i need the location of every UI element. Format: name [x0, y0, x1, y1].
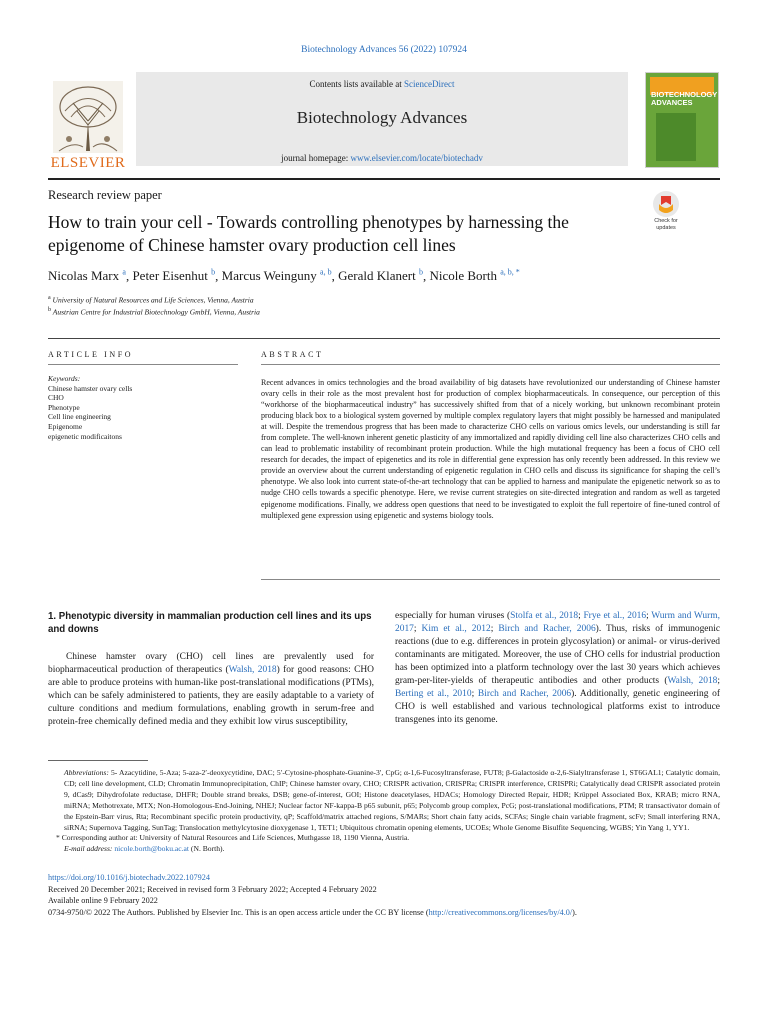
- journal-reference[interactable]: [0, 45, 768, 55]
- body-text: Chinese hamster ovary (CHO) cell lines are prevalently used for biopharmaceutical production of therapeutics (: [48, 652, 374, 676]
- citation-separator: ;: [646, 611, 652, 621]
- email-link[interactable]: nicole.borth@boku.ac.at: [114, 844, 190, 854]
- homepage-prefix: journal homepage:: [281, 153, 351, 163]
- citation-separator: ;: [717, 676, 721, 687]
- body-column-left: [48, 651, 374, 729]
- affiliation-text: Austrian Centre for Industrial Biotechnology GmbH, Vienna, Austria: [52, 307, 260, 317]
- author[interactable]: [338, 268, 423, 283]
- citation-separator: ;: [471, 689, 478, 700]
- author[interactable]: [429, 268, 519, 283]
- author-separator: ,: [331, 268, 339, 284]
- email-label: E-mail address:: [64, 844, 115, 854]
- citation-separator: ;: [490, 624, 499, 635]
- check-for-updates-label: Check for updates: [654, 218, 678, 231]
- received-dates: Received 20 December 2021; Received in revised form 3 February 2022; Accepted 4 February 2022: [48, 884, 377, 894]
- doi-link[interactable]: https://doi.org/10.1016/j.biotechadv.2022.107924: [48, 873, 210, 882]
- sciencedirect-link[interactable]: ScienceDirect: [404, 79, 455, 89]
- journal-title: Biotechnology Advances: [296, 108, 468, 127]
- author-name[interactable]: Gerald Klanert: [338, 268, 416, 284]
- body-text: especially for human viruses (: [395, 611, 511, 621]
- paper-type: Research review paper: [48, 188, 162, 202]
- homepage-line: [136, 153, 628, 163]
- footnote-rule: [48, 760, 148, 761]
- check-for-updates-badge[interactable]: [648, 190, 684, 231]
- citation-link[interactable]: Wurm and Wurm, 2017: [395, 611, 720, 635]
- citation-link[interactable]: Walsh, 2018: [667, 676, 718, 687]
- citation-link[interactable]: Berting et al., 2010: [395, 689, 472, 700]
- footnotes: [48, 768, 720, 855]
- author[interactable]: [222, 268, 332, 283]
- elsevier-logo: [48, 72, 128, 172]
- citation-link[interactable]: Kim et al., 2012: [421, 624, 491, 635]
- body-column-right: [395, 610, 720, 727]
- article-info-rule: [48, 364, 238, 365]
- author-name[interactable]: Nicole Borth: [429, 268, 497, 284]
- keyword: Chinese hamster ovary cells: [48, 383, 133, 393]
- author-affil-mark[interactable]: a, b, *: [500, 268, 520, 277]
- author-affil-mark[interactable]: b: [211, 268, 216, 277]
- citation-separator: ;: [578, 611, 584, 621]
- license-line: [48, 907, 728, 919]
- keywords-label: Keywords:: [48, 374, 81, 383]
- cover-title: BIOTECHNOLOGY ADVANCES: [651, 90, 718, 107]
- keyword: CHO: [48, 393, 64, 403]
- author-name[interactable]: Marcus Weinguny: [221, 268, 317, 284]
- author-name[interactable]: Peter Eisenhut: [132, 268, 208, 284]
- article-info-heading: ARTICLE INFO: [48, 350, 134, 359]
- email-suffix: (N. Borth).: [189, 844, 225, 854]
- citation-link[interactable]: Birch and Racher, 2006: [477, 689, 572, 700]
- cover-image: [656, 113, 696, 161]
- homepage-link[interactable]: www.elsevier.com/locate/biotechadv: [350, 153, 483, 163]
- author-affil-mark[interactable]: b: [418, 268, 423, 277]
- contents-prefix: Contents lists available at: [309, 79, 404, 89]
- affiliation-mark: b: [48, 307, 51, 313]
- keywords-block: [48, 374, 208, 441]
- citation-link[interactable]: Birch and Racher, 2006: [498, 624, 596, 635]
- license-link[interactable]: http://creativecommons.org/licenses/by/4.0/: [428, 907, 573, 917]
- citation-link[interactable]: Walsh, 2018: [228, 665, 277, 676]
- keyword: Phenotype: [48, 402, 80, 412]
- divider: [48, 338, 720, 339]
- journal-cover-thumbnail[interactable]: [645, 72, 719, 168]
- affiliation-a: [48, 295, 254, 305]
- abstract-heading: ABSTRACT: [261, 350, 324, 359]
- citation-link[interactable]: Stolfa et al., 2018: [510, 611, 579, 621]
- section-heading: 1. Phenotypic diversity in mammalian production cell lines and its ups and downs: [48, 611, 372, 635]
- elsevier-tree-icon: [53, 81, 123, 153]
- citation-separator: ;: [413, 624, 422, 635]
- masthead-banner: [136, 72, 628, 166]
- affiliation-b: [48, 307, 260, 317]
- affiliation-mark: a: [48, 295, 51, 301]
- abbreviations-label: Abbreviations:: [64, 768, 109, 777]
- article-title: How to train your cell - Towards controlling phenotypes by harnessing the epigenome of Chinese hamster ovary production cell lines: [48, 212, 569, 255]
- author-separator: ,: [422, 268, 430, 284]
- contents-line: [136, 79, 628, 89]
- body-text: ) for good reasons: CHO are able to produce proteins with human-like post-translational modifications (PTMs), which can be safely administered to patients, they are easily adaptable to a variety of culture conditions and medium formulations, enabling growth in serum-free and protein-free chemically defined media and they exhibit low virus susceptibility,: [48, 665, 374, 728]
- body-text: ). Thus, risks of immunogenic reactions (due to e.g. differences in protein glycosylation) or animal- or virus-derived contaminants are mitigated. Moreover, the use of CHO cells for industrial production has been optimized into a platform technology over the last 30 years which achieves gram-per-liter-yields of therapeutic antibodies and other products (: [395, 624, 721, 687]
- author-list: [48, 268, 520, 284]
- author-name[interactable]: Nicolas Marx: [48, 268, 120, 284]
- crossmark-icon: [652, 190, 680, 218]
- affiliation-text: University of Natural Resources and Life Sciences, Vienna, Austria: [52, 295, 254, 305]
- keyword: Cell line engineering: [48, 412, 111, 422]
- journal-reference-link[interactable]: Biotechnology Advances 56 (2022) 107924: [301, 45, 467, 55]
- header-rule: [48, 178, 720, 180]
- author[interactable]: [48, 268, 126, 283]
- author-affil-mark[interactable]: a: [122, 268, 126, 277]
- keyword: epigenetic modificaitons: [48, 431, 122, 441]
- license-suffix: ).: [572, 907, 577, 917]
- author-separator: ,: [125, 268, 133, 284]
- abstract-bottom-rule: [261, 579, 720, 580]
- publisher-wordmark: ELSEVIER: [50, 155, 126, 171]
- author-separator: ,: [215, 268, 222, 284]
- abbreviations-footnote: [48, 768, 720, 833]
- article-history: [48, 872, 728, 918]
- keyword: Epigenome: [48, 421, 83, 431]
- body-text: ). Additionally, genetic engineering of CHO is well established and various technological platforms exist to introduce transgenes into its genome.: [395, 689, 720, 726]
- abstract-rule: [261, 364, 720, 365]
- citation-link[interactable]: Frye et al., 2016: [583, 611, 647, 621]
- abstract-text: Recent advances in omics technologies and the broad availability of big datasets have revolutionized our understanding of Chinese hamster ovary cells in their role as the most prevalent host for production of complex biopharmaceuticals. In consequence, our perception of this “workhorse of the biopharmaceutical industry” has successively shifted from that of a nicely working, but unknown recombinant protein producing black box to a biological system governed by multiple complex regulatory layers that might possibly be harnessed and manipulated at will. Despite the tremendous progress that has been made to characterize CHO cells on various omics levels, our understanding is still far from complete. The well-known inherent genetic plasticity of any immortalized and rapidly dividing cell line also characterizes CHO cells and can lead to problematic instability of recombinant protein production. While the high mutational frequency has been a focus of CHO cell research for decades, the impact of epigenetics and its role in differential gene expression has only recently been addressed. In this review we provide an overview about the current understanding of epigenetic regulation in CHO cells and discuss its significance for shaping the cell’s phenotype. We also look into current state-of-the-art technology that can be applied to harness and manipulate the epigenetic network so as to nudge CHO cells towards a specific phenotype. Here, we revise current strategies on site-directed integration and random as well as targeted epigenome modifications. Finally, we address open questions that need to be investigated to exploit the full repertoire of fine-tuned control of multiplexed gene expression using epigenetic and systems biology tools.: [261, 378, 720, 520]
- license-text: 0734-9750/© 2022 The Authors. Published by Elsevier Inc. This is an open access article under the CC BY license (: [48, 907, 429, 917]
- email-note: [48, 844, 720, 855]
- available-online: Available online 9 February 2022: [48, 896, 158, 905]
- author-affil-mark[interactable]: a, b: [320, 268, 332, 277]
- corresponding-author-note: * Corresponding author at: University of Natural Resources and Life Sciences, Muthgasse 18, 1190 Vienna, Austria.: [56, 833, 410, 843]
- masthead: [48, 72, 628, 172]
- abbreviations-text: 5- Azacytidine, 5-Aza; 5-aza-2′-deoxycytidine, DAC; 5′-Cytosine-phosphate-Guanine-3′, CpG; α-1,6-Fucosyltransferase, FUT8; β-Galactoside α-2,6-Sialyltransferase 1, ST6GAL1; Catalytic domain, CD; cell line development, CLD; Chromatin Immunoprecipitation, ChIP; Chinese hamster ovary, CHO; CRISPR activation, CRISPRa; CRISPR interference, CRISPRi; Catalytically dead CRISPR associated protein 9, dCas9; Dihydrofolate reductase, DHFR; Double strand breaks, DSB; gene-of-interest, GOI; Histone deacetylases, HDACs; Homology Directed Repair, HDR; Krüppel Associated Box, KRAB; micro RNA, miRNA; Methotrexate, MTX; Non-Homologous-End-Joining, NHEJ; Nuclear factor NF-kappa-B p65 subunit, p65; Polycomb group complex, PcG; post-translational modifications, PTM; R transactivator domain of the Epstein-Barr virus, Rta; Recombinant specific protein productivity, qP; Scaffold/matrix attached regions, S/MARs; Short chain fatty acids, SCFAs; Single chain variable fragment, scFv; Small interfering RNA, siRNA; Supernova Tagging, SunTag; Translocation methylcytosine dioxygenase 1, TET1; Ubiquitous chromatin opening elements, UCOEs; Whole Genome Bisulfite Sequencing, WGBS; Yin Yang 1, YY1.: [64, 768, 720, 832]
- author[interactable]: [132, 268, 215, 283]
